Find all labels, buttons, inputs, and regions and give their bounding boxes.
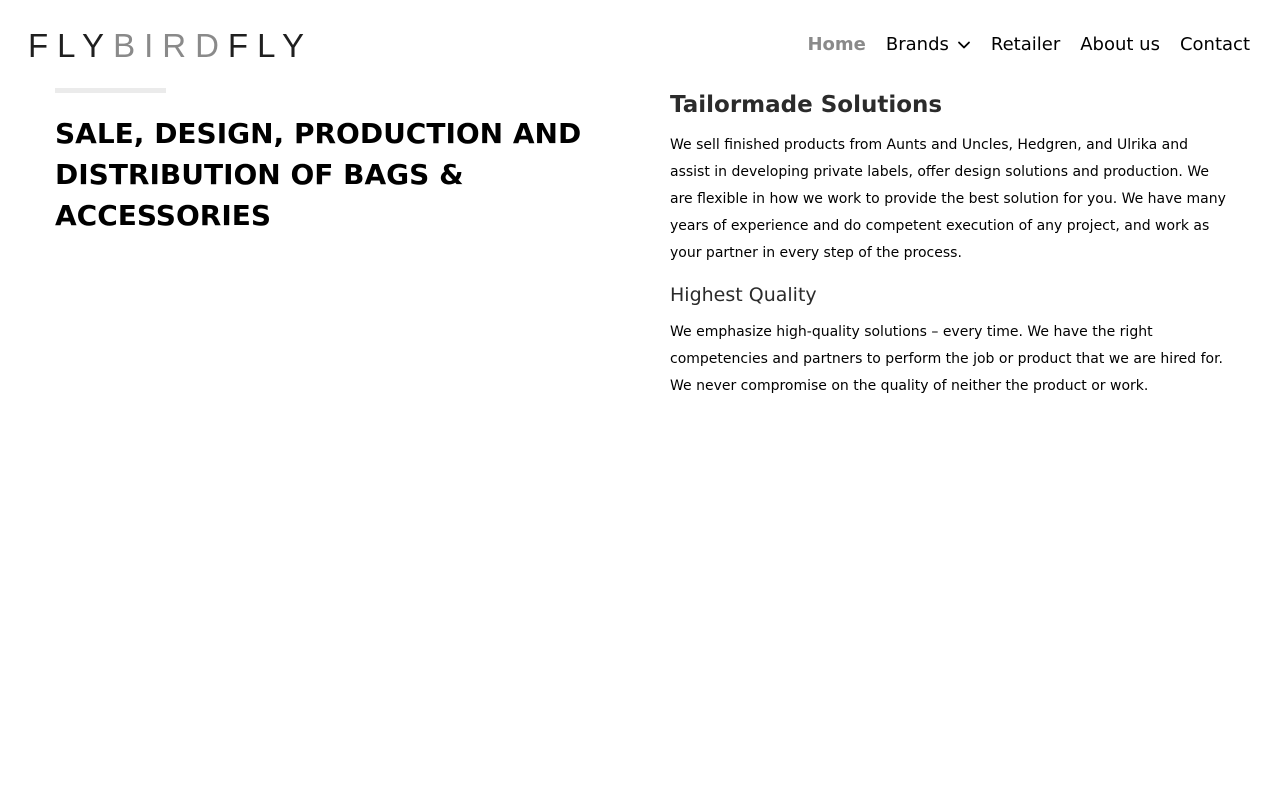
content-column <box>670 88 1230 400</box>
page-headline: SALE, DESIGN, PRODUCTION AND DISTRIBUTION OF BAGS & ACCESSORIES <box>55 117 582 232</box>
section-title-tailormade: Tailormade Solutions <box>670 92 943 118</box>
nav-home[interactable]: Home <box>807 34 866 55</box>
nav-retailer[interactable]: Retailer <box>990 34 1061 55</box>
nav-about-us[interactable]: About us <box>1080 34 1160 55</box>
nav-brands[interactable] <box>886 30 971 60</box>
divider <box>55 88 166 93</box>
logo[interactable] <box>28 26 313 66</box>
section-text-tailormade: We sell finished products from Aunts and Uncles, Hedgren, and Ulrika and assist in developing private labels, offer design solutions and production. We are flexible in how we work to provide the best solution for you. We have many years of experience and do competent execution of any project, and work as your partner in every step of the process. <box>670 137 1226 261</box>
site-header <box>0 0 1280 90</box>
chevron-down-icon[interactable] <box>957 38 971 52</box>
main-nav <box>787 30 1250 60</box>
section-title-quality: Highest Quality <box>670 284 817 306</box>
section-text-quality: We emphasize high-quality solutions – every time. We have the right competencies and partners to perform the job or product that we are hired for. We never compromise on the quality of neither the product or work. <box>670 324 1224 394</box>
logo-text-fly-1: FLY <box>28 27 114 64</box>
nav-contact[interactable]: Contact <box>1179 34 1250 55</box>
logo-text-fly-2: FLY <box>227 27 313 64</box>
logo-text-bird: BIRD <box>113 27 228 64</box>
hero-column <box>55 88 595 236</box>
nav-brands-label: Brands <box>885 34 949 55</box>
